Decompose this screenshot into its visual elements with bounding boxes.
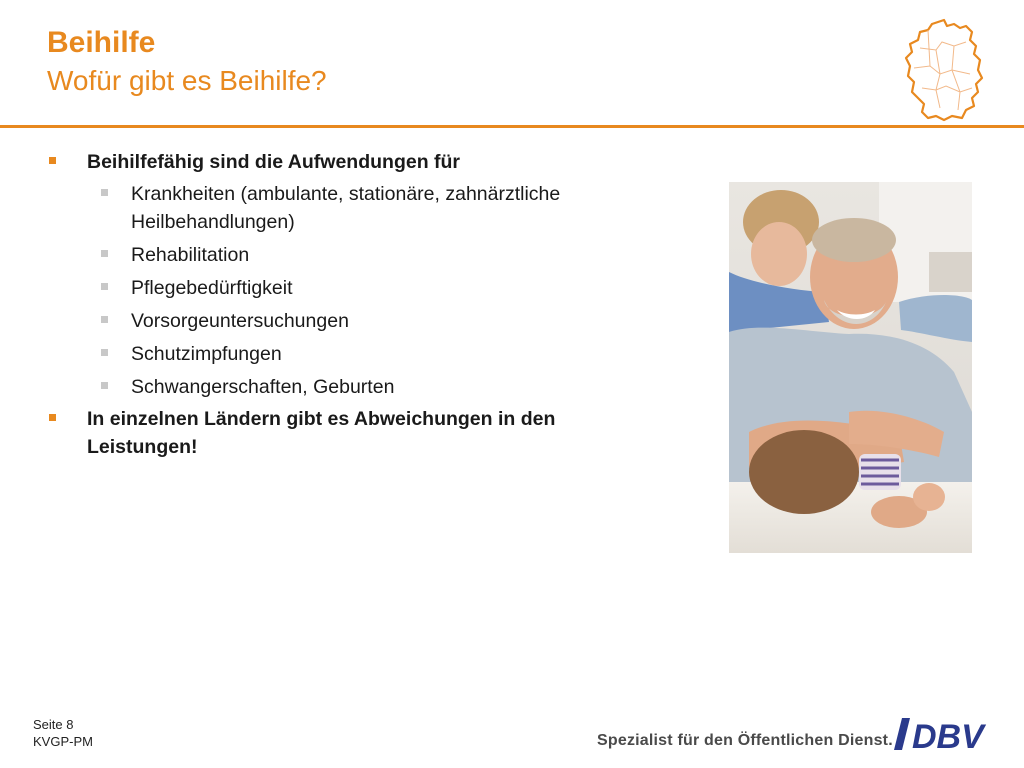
bullet-square-icon xyxy=(49,157,56,164)
list-item xyxy=(131,274,671,302)
list-item xyxy=(131,241,671,269)
family-photo xyxy=(729,182,972,553)
list-item xyxy=(131,340,671,368)
list-item xyxy=(131,373,671,401)
list-item-text: Pflegebedürftigkeit xyxy=(131,277,293,299)
list-item-text: In einzelnen Ländern gibt es Abweichungen in den Leistungen! xyxy=(87,408,556,458)
list-item-text: Beihilfefähig sind die Aufwendungen für xyxy=(87,151,461,173)
germany-map-icon xyxy=(900,18,990,122)
list-item xyxy=(87,405,657,461)
bullet-square-icon xyxy=(101,250,108,257)
tagline: Spezialist für den Öffentlichen Dienst. xyxy=(597,732,893,749)
list-item-text: Schwangerschaften, Geburten xyxy=(131,376,395,398)
list-item xyxy=(131,307,671,335)
list-item-text: Rehabilitation xyxy=(131,244,250,266)
list-item-text: Vorsorgeuntersuchungen xyxy=(131,310,349,332)
document-code: KVGP-PM xyxy=(33,734,93,749)
list-item xyxy=(87,148,657,176)
logo-text: DBV xyxy=(912,718,984,752)
page-subtitle: Wofür gibt es Beihilfe? xyxy=(47,65,327,96)
header-divider xyxy=(0,125,1024,128)
bullet-square-icon xyxy=(101,316,108,323)
dbv-logo xyxy=(888,716,1004,752)
list-item xyxy=(131,180,671,236)
list-item-text: Krankheiten (ambulante, stationäre, zahnärztliche Heilbehandlungen) xyxy=(131,183,561,233)
list-item-text: Schutzimpfungen xyxy=(131,343,282,365)
bullet-square-icon xyxy=(101,189,108,196)
page-number: Seite 8 xyxy=(33,717,74,732)
bullet-square-icon xyxy=(101,349,108,356)
bullet-square-icon xyxy=(101,283,108,290)
bullet-square-icon xyxy=(49,414,56,421)
page-title: Beihilfe xyxy=(47,26,156,59)
bullet-square-icon xyxy=(101,382,108,389)
